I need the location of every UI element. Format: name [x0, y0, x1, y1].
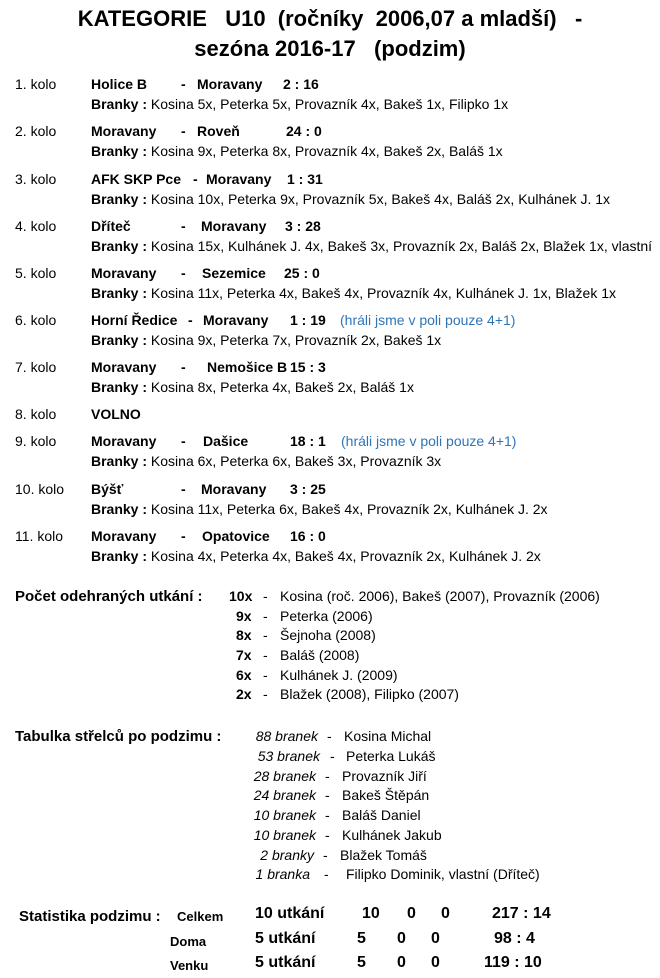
- stats-draws: 0: [397, 930, 406, 947]
- scorer-dash: -: [324, 866, 329, 882]
- scorer-row: [0, 847, 660, 867]
- match-score: 24 : 0: [286, 123, 322, 139]
- games-count: 10x: [229, 588, 253, 604]
- games-dash: -: [263, 608, 268, 624]
- games-count: 7x: [236, 647, 252, 663]
- match-note: (hráli jsme v poli pouze 4+1): [340, 312, 516, 328]
- games-players: Kosina (roč. 2006), Bakeš (2007), Provazník (2006): [280, 588, 600, 604]
- goals-list: Kosina 4x, Peterka 4x, Bakeš 4x, Provazník 2x, Kulhánek J. 2x: [147, 548, 541, 564]
- goal-scorers: [91, 238, 652, 254]
- goals-label: Branky :: [91, 548, 148, 564]
- games-dash: -: [263, 588, 268, 604]
- match-dash: -: [181, 76, 186, 92]
- home-team: Dříteč: [91, 218, 131, 234]
- stats-matches: 10 utkání: [255, 905, 325, 922]
- goal-scorers: [91, 96, 508, 112]
- goals-label: Branky :: [91, 238, 148, 254]
- goals-list: Kosina 10x, Peterka 9x, Provazník 5x, Bakeš 4x, Baláš 2x, Kulhánek J. 1x: [147, 191, 611, 207]
- round-label: 6. kolo: [15, 312, 57, 328]
- goals-list: Kosina 8x, Peterka 4x, Bakeš 2x, Baláš 1x: [147, 379, 414, 395]
- games-count: 6x: [236, 667, 252, 683]
- away-team: Nemošice B: [207, 359, 288, 375]
- match-score: 3 : 25: [290, 481, 326, 497]
- scorer-name: Baláš Daniel: [342, 807, 421, 823]
- away-team: Sezemice: [202, 265, 266, 281]
- games-count: 8x: [236, 627, 252, 643]
- stats-losses: 0: [431, 930, 440, 947]
- away-team: Moravany: [203, 312, 269, 328]
- goal-scorers: [91, 332, 441, 348]
- round-label: 5. kolo: [15, 265, 57, 281]
- goals-label: Branky :: [91, 332, 148, 348]
- scorer-row: [0, 787, 660, 807]
- games-played-row: [0, 667, 660, 687]
- home-team: Moravany: [91, 433, 157, 449]
- goals-amount: 24 branek: [253, 787, 316, 803]
- scorer-dash: -: [327, 728, 332, 744]
- stats-wins: 5: [357, 930, 366, 947]
- match-score: 2 : 16: [283, 76, 319, 92]
- round-11: [0, 528, 660, 574]
- round-label: 8. kolo: [15, 406, 57, 422]
- goals-list: Kosina 9x, Peterka 7x, Provazník 2x, Bakeš 1x: [147, 332, 442, 348]
- scorer-dash: -: [325, 827, 330, 843]
- goal-scorers: [91, 143, 503, 159]
- goals-label: Branky :: [91, 143, 148, 159]
- page-title-line-1: KATEGORIE U10 (ročníky 2006,07 a mladší) -: [77, 6, 583, 31]
- goal-scorers: [91, 285, 616, 301]
- stats-row-away: [0, 954, 660, 978]
- scorer-name: Peterka Lukáš: [346, 748, 436, 764]
- goals-list: Kosina 11x, Peterka 6x, Bakeš 4x, Provazník 2x, Kulhánek J. 2x: [147, 501, 548, 517]
- round-3: [0, 171, 660, 217]
- match-score: 16 : 0: [290, 528, 326, 544]
- games-dash: -: [263, 627, 268, 643]
- away-team: Opatovice: [202, 528, 270, 544]
- goals-list: Kosina 11x, Peterka 4x, Bakeš 4x, Provazník 4x, Kulhánek J. 1x, Blažek 1x: [147, 285, 617, 301]
- goals-amount: 2 branky: [260, 847, 314, 863]
- match-score: 3 : 28: [285, 218, 321, 234]
- match-dash: -: [188, 312, 193, 328]
- goals-amount: 28 branek: [253, 768, 316, 784]
- games-dash: -: [263, 667, 268, 683]
- stats-title: Statistika podzimu :: [19, 908, 161, 925]
- match-dash: -: [181, 481, 186, 497]
- round-label: 10. kolo: [15, 481, 65, 497]
- games-players: Kulhánek J. (2009): [280, 667, 398, 683]
- stats-losses: 0: [431, 954, 440, 971]
- away-team: Moravany: [201, 481, 267, 497]
- games-played-row: [0, 588, 660, 608]
- match-dash: -: [181, 123, 186, 139]
- scorer-row: [0, 807, 660, 827]
- page-title-line-2: sezóna 2016-17 (podzim): [194, 36, 466, 61]
- goals-label: Branky :: [91, 191, 148, 207]
- games-players: Peterka (2006): [280, 608, 373, 624]
- games-dash: -: [263, 647, 268, 663]
- round-label: 9. kolo: [15, 433, 57, 449]
- scorer-name: Filipko Dominik, vlastní (Dříteč): [346, 866, 540, 882]
- goals-label: Branky :: [91, 501, 148, 517]
- match-score: 1 : 31: [287, 171, 323, 187]
- match-dash: -: [193, 171, 198, 187]
- home-team: Holice B: [91, 76, 148, 92]
- stats-draws: 0: [397, 954, 406, 971]
- stats-matches: 5 utkání: [255, 930, 316, 947]
- stats-wins: 5: [357, 954, 366, 971]
- round-7: [0, 359, 660, 405]
- games-count: 9x: [236, 608, 252, 624]
- scorer-row: [0, 728, 660, 748]
- home-team: AFK SKP Pce: [91, 171, 181, 187]
- away-team: Moravany: [197, 76, 263, 92]
- stats-matches: 5 utkání: [255, 954, 316, 971]
- match-score: 25 : 0: [284, 265, 320, 281]
- match-dash: -: [181, 433, 186, 449]
- scorer-name: Kulhánek Jakub: [342, 827, 442, 843]
- round-4: [0, 218, 660, 264]
- goal-scorers: [91, 453, 441, 469]
- goals-amount: 10 branek: [253, 827, 316, 843]
- scorer-name: Bakeš Štěpán: [342, 787, 430, 803]
- round-label: 11. kolo: [15, 528, 63, 544]
- round-label: 2. kolo: [15, 123, 57, 139]
- scorer-name: Provazník Jiří: [342, 768, 427, 784]
- scorer-row: [0, 768, 660, 788]
- games-played-row: [0, 647, 660, 667]
- round-5: [0, 265, 660, 311]
- round-label: 7. kolo: [15, 359, 57, 375]
- stats-goals: 98 : 4: [494, 930, 535, 947]
- away-team: Moravany: [206, 171, 272, 187]
- scorer-dash: -: [325, 768, 330, 784]
- scorer-name: Blažek Tomáš: [340, 847, 427, 863]
- match-score: 15 : 3: [290, 359, 326, 375]
- goals-label: Branky :: [91, 453, 148, 469]
- games-players: Šejnoha (2008): [280, 627, 376, 643]
- goals-amount: 10 branek: [253, 807, 316, 823]
- round-1: [0, 76, 660, 122]
- match-dash: -: [181, 218, 186, 234]
- scorers-title: Tabulka střelců po podzimu :: [15, 728, 222, 745]
- round-10: [0, 481, 660, 527]
- match-dash: -: [181, 528, 186, 544]
- goals-list: Kosina 9x, Peterka 8x, Provazník 4x, Bakeš 2x, Baláš 1x: [147, 143, 503, 159]
- home-team: Býšť: [91, 481, 124, 497]
- scorer-dash: -: [330, 748, 335, 764]
- match-score: 18 : 1: [290, 433, 326, 449]
- away-team: Dašice: [203, 433, 249, 449]
- games-played-row: [0, 608, 660, 628]
- games-played-row: [0, 686, 660, 706]
- stats-label: Venku: [170, 958, 209, 973]
- games-players: Baláš (2008): [280, 647, 360, 663]
- match-note: (hráli jsme v poli pouze 4+1): [341, 433, 517, 449]
- home-team: Horní Ředice: [91, 312, 178, 328]
- goals-label: Branky :: [91, 379, 148, 395]
- scorer-name: Kosina Michal: [344, 728, 432, 744]
- round-9: [0, 433, 660, 479]
- goals-list: Kosina 15x, Kulhánek J. 4x, Bakeš 3x, Provazník 2x, Baláš 2x, Blažek 1x, vlastní: [147, 238, 653, 254]
- round-label: 3. kolo: [15, 171, 57, 187]
- stats-label: Doma: [170, 934, 207, 949]
- goals-list: Kosina 5x, Peterka 5x, Provazník 4x, Bakeš 1x, Filipko 1x: [147, 96, 509, 112]
- goals-list: Kosina 6x, Peterka 6x, Bakeš 3x, Provazník 3x: [147, 453, 442, 469]
- stats-row-home: [0, 930, 660, 954]
- away-team: Roveň: [197, 123, 240, 139]
- scorer-dash: -: [323, 847, 328, 863]
- games-played-title: Počet odehraných utkání :: [15, 588, 203, 605]
- goals-label: Branky :: [91, 96, 148, 112]
- goals-amount: 1 branka: [255, 866, 310, 882]
- scorer-dash: -: [325, 787, 330, 803]
- games-played-row: [0, 627, 660, 647]
- scorer-dash: -: [325, 807, 330, 823]
- stats-label: Celkem: [177, 909, 224, 924]
- home-team: Moravany: [91, 265, 157, 281]
- stats-row-total: [0, 905, 660, 929]
- scorer-row: [0, 866, 660, 886]
- goal-scorers: [91, 548, 541, 564]
- round-2: [0, 123, 660, 169]
- goals-amount: 53 branek: [257, 748, 320, 764]
- stats-goals: 119 : 10: [484, 954, 542, 971]
- goals-label: Branky :: [91, 285, 148, 301]
- goal-scorers: [91, 501, 548, 517]
- home-team: Moravany: [91, 528, 157, 544]
- scorer-row: [0, 827, 660, 847]
- bye-label: VOLNO: [91, 406, 141, 422]
- home-team: Moravany: [91, 359, 157, 375]
- home-team: Moravany: [91, 123, 157, 139]
- round-label: 1. kolo: [15, 76, 57, 92]
- stats-draws: 0: [407, 905, 416, 922]
- goal-scorers: [91, 191, 610, 207]
- round-6: [0, 312, 660, 358]
- goals-amount: 88 branek: [255, 728, 318, 744]
- goal-scorers: [91, 379, 414, 395]
- stats-wins: 10: [362, 905, 380, 922]
- away-team: Moravany: [201, 218, 267, 234]
- match-dash: -: [181, 265, 186, 281]
- scorer-row: [0, 748, 660, 768]
- stats-losses: 0: [441, 905, 450, 922]
- match-score: 1 : 19: [290, 312, 326, 328]
- games-dash: -: [263, 686, 268, 702]
- round-label: 4. kolo: [15, 218, 57, 234]
- games-count: 2x: [236, 686, 252, 702]
- match-dash: -: [181, 359, 186, 375]
- stats-goals: 217 : 14: [492, 905, 551, 922]
- games-players: Blažek (2008), Filipko (2007): [280, 686, 459, 702]
